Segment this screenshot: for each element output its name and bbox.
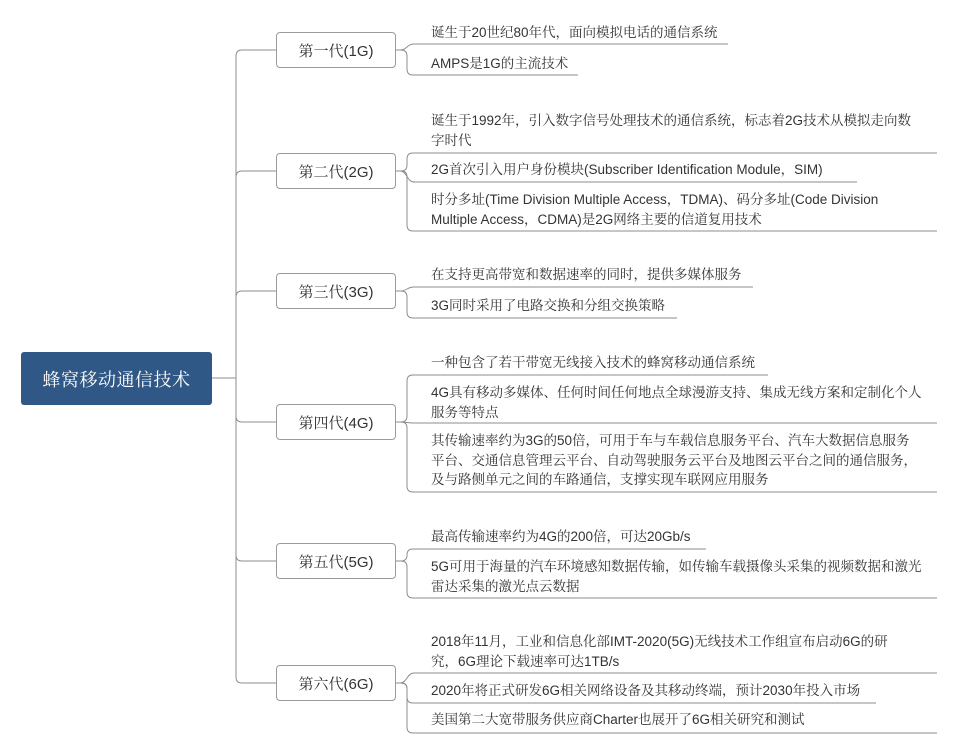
leaf-topic-4g-3 bbox=[431, 431, 917, 490]
leaf-topic-text-line: 最高传输速率约为4G的200倍，可达20Gb/s bbox=[431, 529, 691, 545]
leaf-topic-text-line: 在支持更高带宽和数据速率的同时，提供多媒体服务 bbox=[431, 267, 742, 283]
leaf-topic-text-line: 2G首次引入用户身份模块(Subscriber Identification Module，SIM) bbox=[431, 162, 823, 178]
connector-branch-5g bbox=[236, 378, 276, 561]
branch-topic-6g bbox=[276, 665, 396, 701]
root-topic bbox=[21, 352, 212, 405]
leaf-topic-text-line: 究，6G理论下载速率可达1TB/s bbox=[431, 653, 620, 669]
leaf-topic-text-line: 2020年将正式研发6G相关网络设备及其移动终端，预计2030年投入市场 bbox=[431, 683, 861, 699]
leaf-topic-text-line: 其传输速率约为3G的50倍，可用于车与车载信息服务平台、汽车大数据信息服务 bbox=[431, 433, 910, 449]
leaf-topic-text-line: 3G同时采用了电路交换和分组交换策略 bbox=[431, 298, 666, 314]
leaf-topic-text-line: 服务等特点 bbox=[431, 404, 499, 420]
branch-topic-4g bbox=[276, 404, 396, 440]
leaf-topic-text-line: 4G具有移动多媒体、任何时间任何地点全球漫游支持、集成无线方案和定制化个人 bbox=[431, 385, 922, 401]
leaf-topic-4g-1 bbox=[431, 353, 755, 373]
leaf-topic-text-line: 雷达采集的激光点云数据 bbox=[431, 578, 580, 594]
leaf-topic-text-line: 字时代 bbox=[431, 132, 472, 148]
leaf-topic-text-line: 一种包含了若干带宽无线接入技术的蜂窝移动通信系统 bbox=[431, 355, 755, 371]
branch-topic-label: 第一代(1G) bbox=[298, 42, 374, 60]
branch-topic-1g bbox=[276, 32, 396, 68]
connector-branch-3g bbox=[236, 291, 276, 378]
branch-topic-label: 第五代(5G) bbox=[298, 553, 374, 571]
leaf-topic-2g-2 bbox=[431, 160, 823, 180]
leaf-topic-text-line: 平台、交通信息管理云平台、自动驾驶服务云平台及地图云平台之间的通信服务， bbox=[431, 452, 917, 468]
branch-topic-5g bbox=[276, 543, 396, 579]
leaf-topic-4g-2 bbox=[431, 383, 922, 422]
branch-topic-label: 第二代(2G) bbox=[298, 163, 374, 181]
leaf-topic-6g-1 bbox=[431, 632, 888, 671]
branch-topic-3g bbox=[276, 273, 396, 309]
leaf-topic-2g-3 bbox=[431, 190, 878, 229]
connector-branch-2g bbox=[236, 171, 276, 378]
branch-topic-label: 第四代(4G) bbox=[298, 414, 374, 432]
leaf-topic-6g-3 bbox=[431, 710, 805, 730]
connector-leaf-3g-1 bbox=[396, 287, 753, 291]
connector-branch-4g bbox=[236, 378, 276, 422]
leaf-topic-text-line: AMPS是1G的主流技术 bbox=[431, 56, 569, 72]
leaf-topic-text-line: Multiple Access，CDMA)是2G网络主要的信道复用技术 bbox=[431, 211, 762, 227]
leaf-topic-5g-2 bbox=[431, 557, 922, 596]
leaf-topic-5g-1 bbox=[431, 527, 691, 547]
leaf-topic-3g-2 bbox=[431, 296, 665, 316]
leaf-topic-1g-1 bbox=[431, 23, 718, 43]
leaf-topic-text-line: 时分多址(Time Division Multiple Access，TDMA)、码分多址(Code Division bbox=[431, 192, 879, 208]
connector-leaf-1g-1 bbox=[396, 44, 728, 50]
branch-topic-2g bbox=[276, 153, 396, 189]
leaf-topic-text-line: 诞生于1992年，引入数字信号处理技术的通信系统，标志着2G技术从模拟走向数 bbox=[431, 113, 912, 129]
branch-topic-label: 第六代(6G) bbox=[298, 675, 374, 693]
branch-topic-label: 第三代(3G) bbox=[298, 283, 374, 301]
leaf-topic-text-line: 5G可用于海量的汽车环境感知数据传输，如传输车载摄像头采集的视频数据和激光 bbox=[431, 559, 922, 575]
leaf-topic-1g-2 bbox=[431, 54, 568, 74]
leaf-topic-3g-1 bbox=[431, 265, 742, 285]
leaf-topic-text-line: 2018年11月，工业和信息化部IMT-2020(5G)无线技术工作组宣布启动6G的研 bbox=[431, 634, 888, 650]
connector-branch-1g bbox=[236, 50, 276, 378]
root-topic-label: 蜂窝移动通信技术 bbox=[42, 369, 191, 390]
leaf-topic-text-line: 美国第二大宽带服务供应商Charter也展开了6G相关研究和测试 bbox=[431, 712, 805, 728]
leaf-topic-2g-1 bbox=[431, 111, 911, 150]
leaf-topic-text-line: 及与路侧单元之间的车路通信，支撑实现车联网应用服务 bbox=[431, 472, 769, 488]
leaf-topic-text-line: 诞生于20世纪80年代，面向模拟电话的通信系统 bbox=[431, 25, 718, 41]
leaf-topic-6g-2 bbox=[431, 681, 860, 701]
connector-branch-6g bbox=[236, 378, 276, 683]
